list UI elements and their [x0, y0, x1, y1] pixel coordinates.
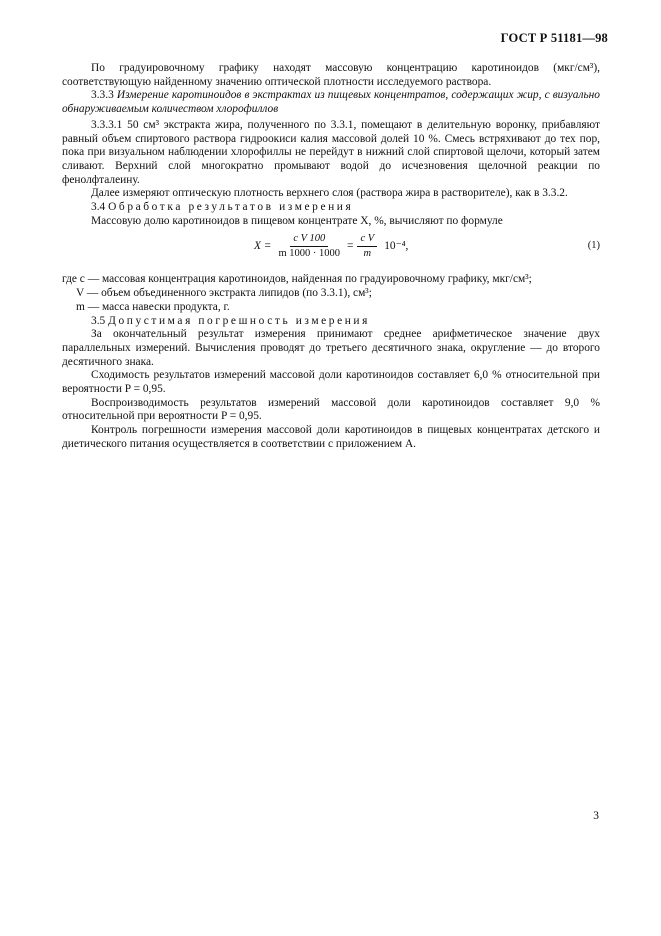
formula-equals: = — [347, 240, 354, 253]
section-3-5-number: 3.5 — [91, 314, 109, 327]
section-3-4-number: 3.4 — [91, 201, 109, 214]
section-3-5-heading — [62, 315, 600, 329]
formula-factor: 10⁻⁴, — [384, 240, 409, 253]
formula-definitions — [62, 273, 600, 314]
formula-fraction-2-denominator: m — [363, 248, 372, 260]
formula-fraction-1 — [276, 233, 344, 260]
section-3-5-control: Контроль погрешности измерения массовой доли каротиноидов в пищевых концентратах детского и диетического питания осуществляется в соответствии с приложением А. — [62, 424, 600, 450]
document-standard-header: ГОСТ Р 51181—98 — [500, 31, 608, 45]
formula-fraction-2 — [357, 233, 377, 260]
definition-m: m — масса навески продукта, г. — [76, 300, 230, 313]
section-3-4-heading — [62, 201, 600, 215]
formula-number: (1) — [587, 240, 600, 252]
formula-expression — [254, 233, 408, 260]
section-3-5-reproducibility: Воспроизводимость результатов измерений массовой доли каротиноидов составляет 9,0 % относительной при вероятности P = 0,95. — [62, 396, 600, 423]
formula-lhs: X = — [254, 240, 272, 253]
page-number: 3 — [593, 810, 599, 822]
section-3-3-3-number: 3.3.3 — [91, 89, 117, 102]
paragraph-calibration-graph: По градуировочному графику находят массовую концентрацию каротиноидов (мкг/см³), соответствующую найденному значению оптической плотности исследуемого раствора. — [62, 62, 600, 88]
section-3-3-3-1-text: 3.3.3.1 50 см³ экстракта жира, полученного по 3.3.1, помещают в делительную воронку, прибавляют равный объем спиртового раствора гидроокиси калия массовой долей 10 %. Смесь встряхивают до тех пор, пока при визуальном наблюдении хлорофиллы не перейдут в нижний слой спиртовой щелочи, который затем сливают. Верхний слой многократно промывают водой до исчезновения щелочной реакции по фенолфталеину. — [62, 118, 600, 186]
section-3-4-title: Обработка результатов измерения — [108, 201, 354, 214]
formula-fraction-1-denominator: m 1000 · 1000 — [278, 248, 341, 260]
formula-1 — [62, 231, 600, 271]
page-content — [62, 62, 600, 452]
section-3-5-title: Допустимая погрешность измерения — [108, 314, 370, 327]
section-3-4-text: Массовую долю каротиноидов в пищевом концентрате X, %, вычисляют по формуле — [91, 214, 503, 227]
section-3-3-3-heading — [62, 89, 600, 116]
section-3-5-final-result: За окончательный результат измерения принимают среднее арифметическое значение двух параллельных измерений. Вычисления проводят до третьего десятичного знака, округление — до второго десятичного знака. — [62, 328, 600, 368]
definition-V: V — объем объединенного экстракта липидов (по 3.3.1), см³; — [76, 287, 372, 300]
formula-fraction-1-numerator: c V 100 — [290, 233, 328, 247]
formula-fraction-2-numerator: c V — [357, 233, 377, 247]
section-3-3-3-title: Измерение каротиноидов в экстрактах из пищевых концентратов, содержащих жир, с визуально обнаруживаемым количеством хлорофиллов — [62, 89, 600, 116]
section-3-5-repeatability: Сходимость результатов измерений массовой доли каротиноидов составляет 6,0 % относительной при вероятности P = 0,95. — [62, 369, 600, 396]
definition-c: где c — массовая концентрация каротиноидов, найденная по градуировочному графику, мкг/см³; — [62, 273, 532, 286]
paragraph-further-measurement: Далее измеряют оптическую плотность верхнего слоя (раствора жира в растворителе), как в 3.3.2. — [91, 187, 568, 200]
